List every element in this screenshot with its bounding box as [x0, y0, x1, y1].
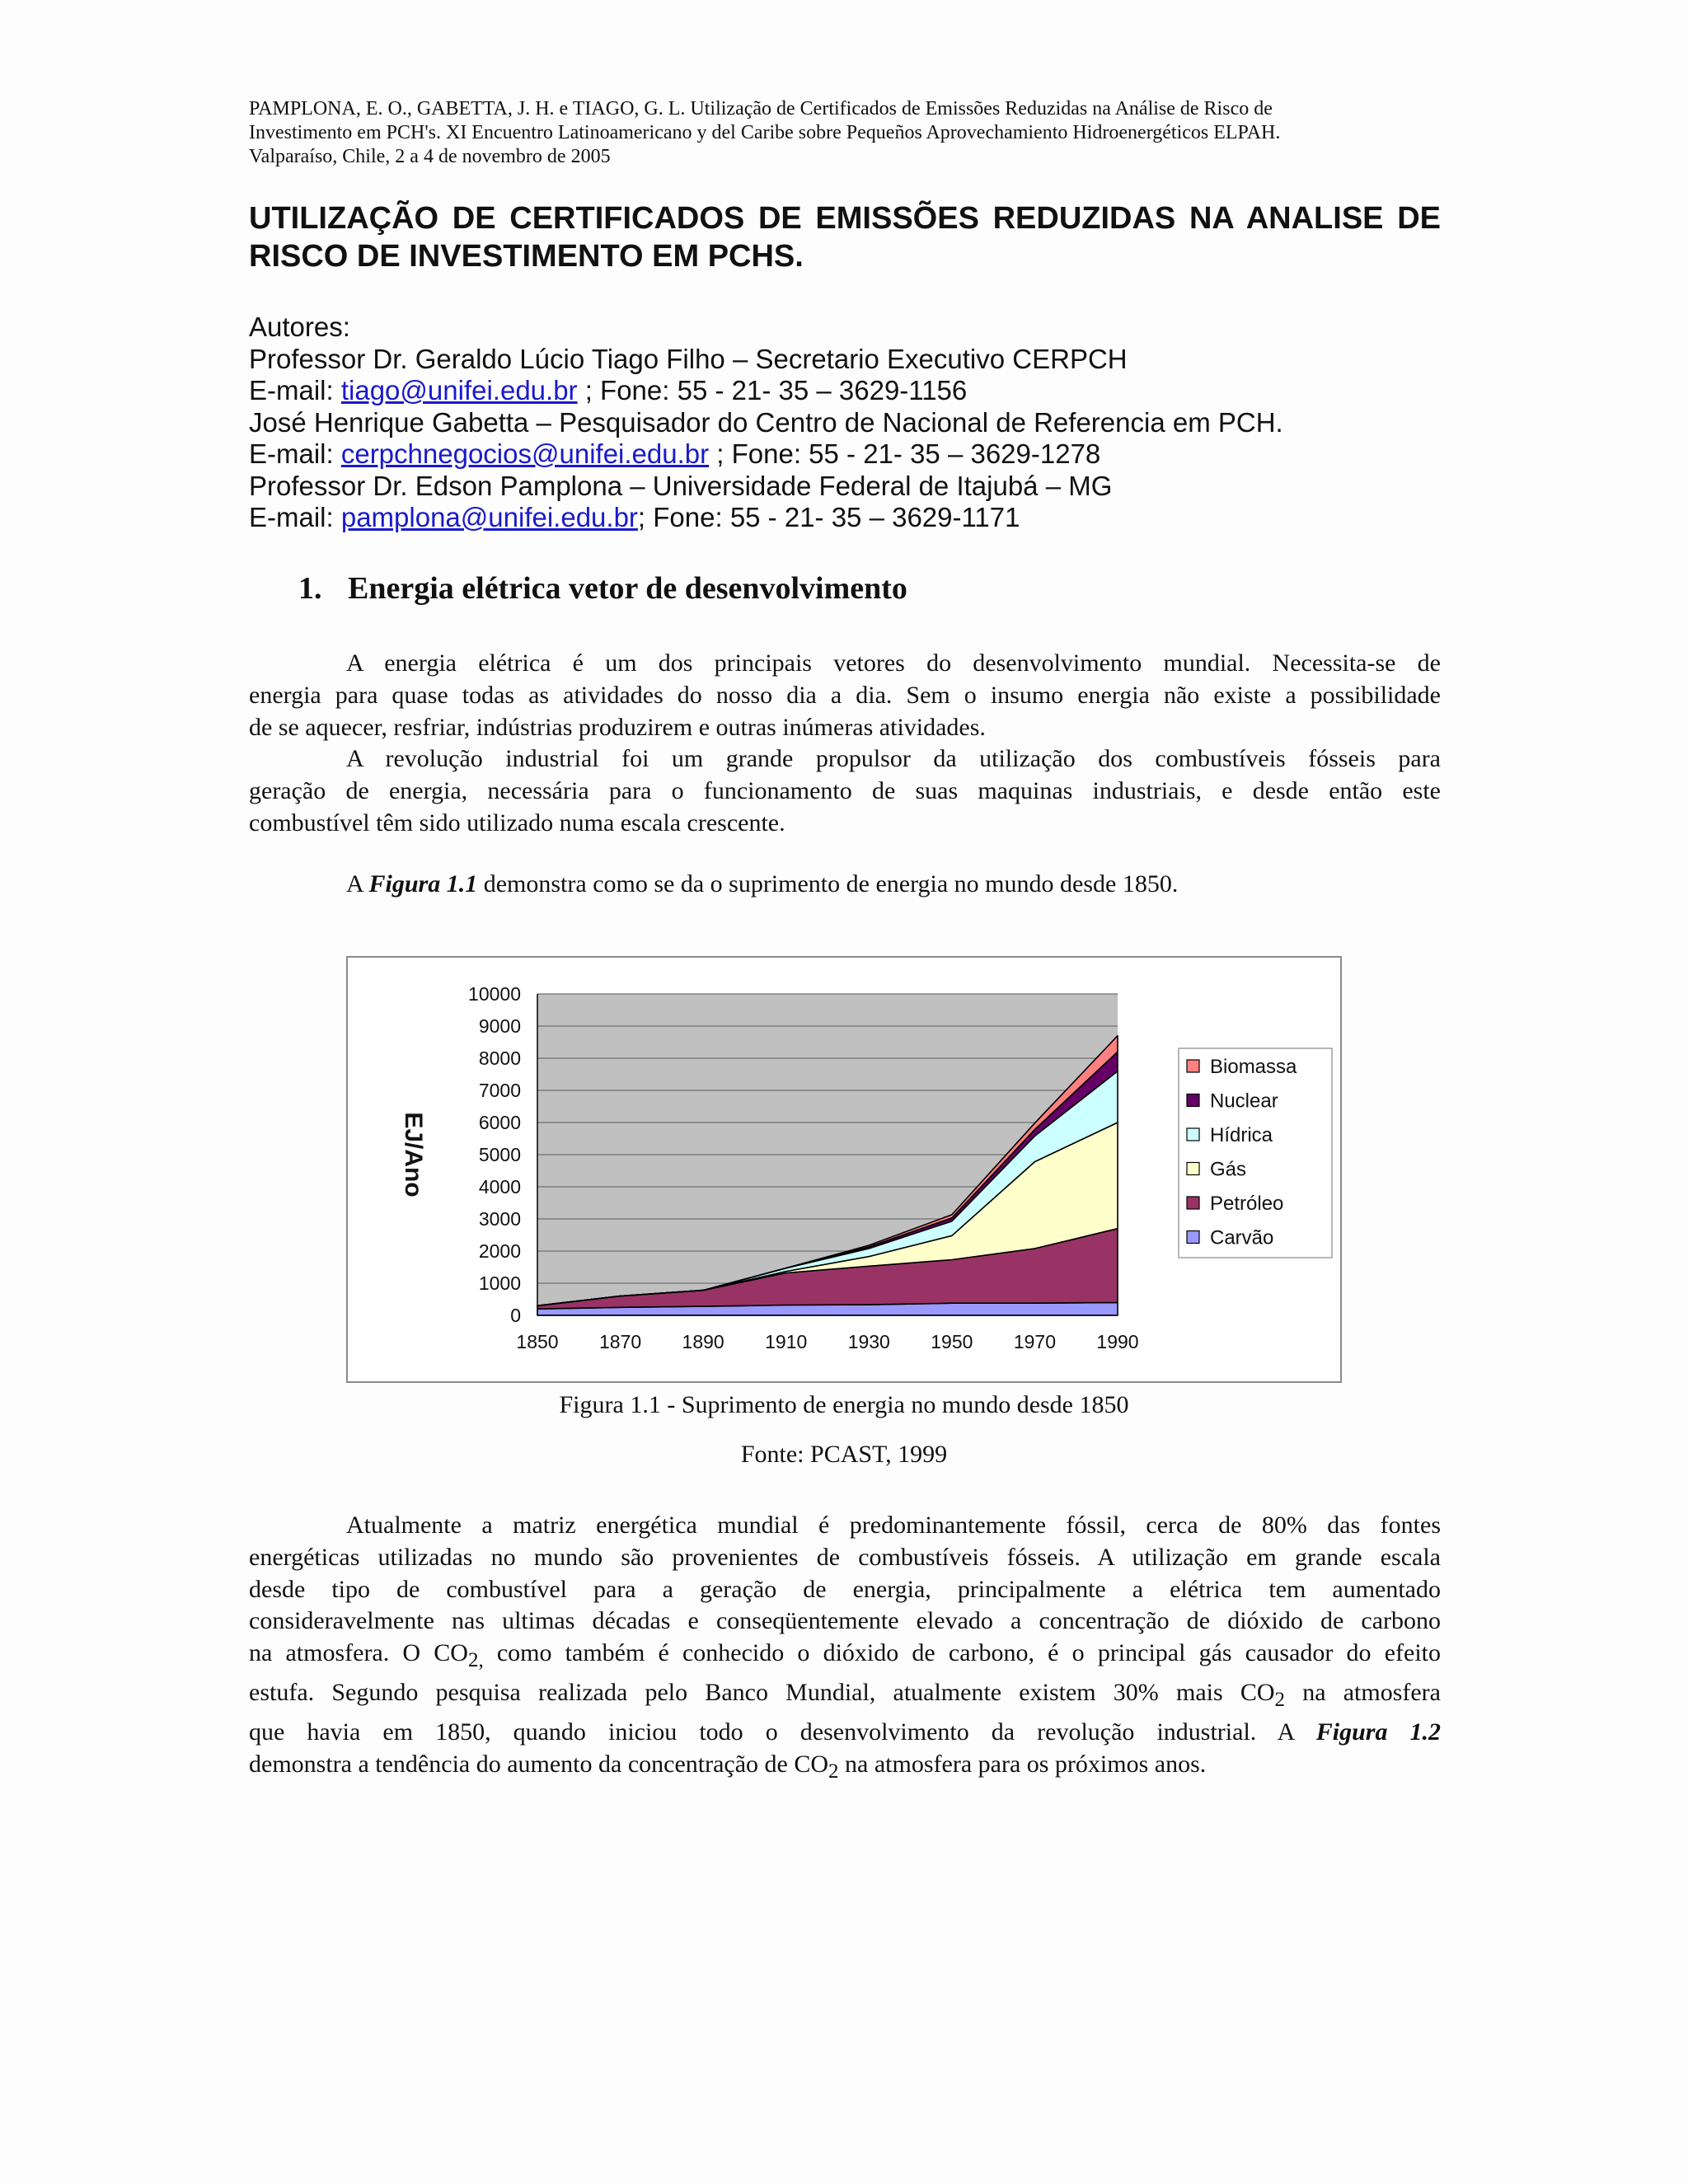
legend-swatch-petróleo: [1187, 1197, 1199, 1209]
email-label: E-mail:: [249, 502, 341, 532]
author-2-phone: ; Fone: 55 - 21- 35 – 3629-1278: [709, 438, 1101, 469]
text-fragment: como também é conhecido o dióxido de carbono, é o principal gás causador do efeito: [483, 1639, 1441, 1667]
paragraph-line: energia para quase todas as atividades do nosso dia a dia. Sem o insumo energia não existe a possibilidade: [249, 681, 1441, 709]
author-2-name: José Henrique Gabetta – Pesquisador do Centro de Nacional de Referencia em PCH.: [249, 406, 1283, 438]
author-2-email-link[interactable]: cerpchnegocios@unifei.edu.br: [340, 438, 710, 469]
legend-swatch-nuclear: [1187, 1094, 1199, 1107]
paragraph-2: [249, 743, 1441, 839]
y-tick-label: 1000: [478, 1272, 521, 1294]
chart-canvas: [348, 958, 1340, 1381]
legend-swatch-biomassa: [1187, 1060, 1199, 1072]
x-tick-label: 1890: [682, 1331, 724, 1352]
author-1-contact: [249, 375, 1452, 407]
citation-line-2: Investimento em PCH's. XI Encuentro Latinoamericano y del Caribe sobre Pequeños Aprovechamiento Hidroenergéticos ELPAH.: [249, 122, 1281, 143]
paragraph-line: energéticas utilizadas no mundo são provenientes de combustíveis fósseis. A utilização em grande escala: [249, 1543, 1441, 1571]
y-tick-label: 2000: [478, 1240, 521, 1262]
paragraph-line: de se aquecer, resfriar, indústrias produzirem e outras inúmeras atividades.: [249, 713, 986, 741]
section-number: 1.: [298, 571, 322, 606]
author-3-email-link[interactable]: pamplona@unifei.edu.br: [340, 502, 638, 532]
paragraph-line: [249, 1677, 1441, 1717]
paragraph-1: [249, 648, 1441, 743]
figure-1-2-ref: Figura 1.2: [1315, 1718, 1441, 1746]
legend-swatch-gás: [1187, 1163, 1199, 1175]
legend-label: Gás: [1210, 1158, 1247, 1181]
text-fragment: que havia em 1850, quando iniciou todo o desenvolvimento da revolução industrial. A: [249, 1718, 1316, 1746]
citation-header: [249, 97, 1452, 169]
x-tick-label: 1850: [516, 1331, 559, 1352]
paper-title: UTILIZAÇÃO DE CERTIFICADOS DE EMISSÕES REDUZIDAS NA ANALISE DE RISCO DE INVESTIMENTO EM PCHS.: [249, 201, 1441, 274]
email-label: E-mail:: [249, 375, 341, 405]
paragraph-line: geração de energia, necessária para o funcionamento de suas maquinas industriais, e desde então este: [249, 776, 1441, 804]
x-tick-label: 1970: [1013, 1331, 1057, 1352]
y-tick-label: 8000: [478, 1047, 521, 1069]
author-1-phone: ; Fone: 55 - 21- 35 – 3629-1156: [577, 375, 968, 405]
authors-label: Autores:: [249, 312, 350, 342]
author-1-email-link[interactable]: tiago@unifei.edu.br: [340, 375, 578, 405]
y-axis-label: EJ/Ano: [400, 1112, 427, 1197]
subscript: 2,: [467, 1649, 484, 1672]
email-label: E-mail:: [249, 438, 341, 469]
section-title: Energia elétrica vetor de desenvolvimento: [348, 571, 907, 606]
figure-1-1-ref: Figura 1.1: [368, 870, 478, 898]
author-2-contact: [249, 438, 1452, 471]
text-fragment: estufa. Segundo pesquisa realizada pelo Banco Mundial, atualmente existem 30% mais CO: [249, 1678, 1275, 1706]
x-tick-label: 1870: [598, 1331, 642, 1352]
paragraph-line: desde tipo de combustível para a geração de energia, principalmente a elétrica tem aumentado: [249, 1575, 1441, 1603]
y-tick-label: 3000: [478, 1208, 521, 1230]
authors-block: [249, 312, 1452, 534]
paragraph-line: [249, 1638, 1441, 1677]
figure-reference-sentence: [346, 870, 1178, 898]
text-fragment: demonstra a tendência do aumento da concentração de CO: [249, 1750, 829, 1778]
text-fragment: demonstra como se da o suprimento de energia no mundo desde 1850.: [477, 870, 1179, 898]
figure-source: Fonte: PCAST, 1999: [740, 1441, 948, 1468]
author-3-name: Professor Dr. Edson Pamplona – Universidade Federal de Itajubá – MG: [249, 470, 1113, 501]
author-1-name: Professor Dr. Geraldo Lúcio Tiago Filho – Secretario Executivo CERPCH: [249, 343, 1128, 374]
legend-swatch-hídrica: [1187, 1128, 1199, 1141]
legend-swatch-carvão: [1187, 1231, 1199, 1244]
paragraph-4: [249, 1510, 1441, 1788]
energy-supply-chart: [346, 956, 1342, 1383]
legend-label: Biomassa: [1210, 1056, 1297, 1078]
text-fragment: na atmosfera. O CO: [249, 1639, 468, 1667]
text-fragment: A: [346, 870, 369, 898]
citation-line-3: Valparaíso, Chile, 2 a 4 de novembro de 2005: [249, 146, 611, 167]
y-tick-label: 9000: [478, 1015, 521, 1037]
y-tick-label: 0: [510, 1305, 521, 1326]
paragraph-line: consideravelmente nas ultimas décadas e conseqüentemente elevado a concentração de dióxido de carbono: [249, 1607, 1441, 1635]
paragraph-line: [249, 1717, 1441, 1749]
legend-label: Hídrica: [1210, 1124, 1273, 1146]
x-tick-label: 1950: [931, 1331, 973, 1352]
figure-caption: Figura 1.1 - Suprimento de energia no mundo desde 1850: [559, 1391, 1129, 1418]
author-3-phone: ; Fone: 55 - 21- 35 – 3629-1171: [637, 502, 1020, 532]
text-fragment: na atmosfera: [1285, 1678, 1441, 1706]
legend-label: Carvão: [1210, 1226, 1274, 1249]
citation-line-1: PAMPLONA, E. O., GABETTA, J. H. e TIAGO, G. L. Utilização de Certificados de Emissões Reduzidas na Análise de Risco de: [249, 98, 1273, 120]
section-1-heading: [298, 570, 907, 607]
y-tick-label: 6000: [478, 1112, 521, 1133]
text-fragment: na atmosfera para os próximos anos.: [838, 1750, 1207, 1778]
legend-label: Petróleo: [1210, 1193, 1284, 1215]
paragraph-line: A revolução industrial foi um grande propulsor da utilização dos combustíveis fósseis para: [346, 745, 1441, 772]
author-3-contact: [249, 502, 1452, 534]
paragraph-line: [249, 1749, 1441, 1788]
paragraph-line: A energia elétrica é um dos principais vetores do desenvolvimento mundial. Necessita-se de: [346, 649, 1441, 677]
paragraph-line: combustível têm sido utilizado numa escala crescente.: [249, 808, 785, 837]
x-tick-label: 1990: [1096, 1331, 1139, 1352]
y-tick-label: 10000: [468, 983, 521, 1005]
y-tick-label: 5000: [478, 1144, 521, 1165]
legend-label: Nuclear: [1210, 1090, 1278, 1113]
subscript: 2: [1274, 1688, 1286, 1711]
y-tick-label: 4000: [478, 1176, 521, 1197]
subscript: 2: [828, 1760, 839, 1783]
x-tick-label: 1910: [765, 1331, 808, 1352]
y-tick-label: 7000: [478, 1080, 521, 1101]
x-tick-label: 1930: [847, 1331, 890, 1352]
paragraph-line: Atualmente a matriz energética mundial é predominantemente fóssil, cerca de 80% das fontes: [346, 1511, 1441, 1539]
